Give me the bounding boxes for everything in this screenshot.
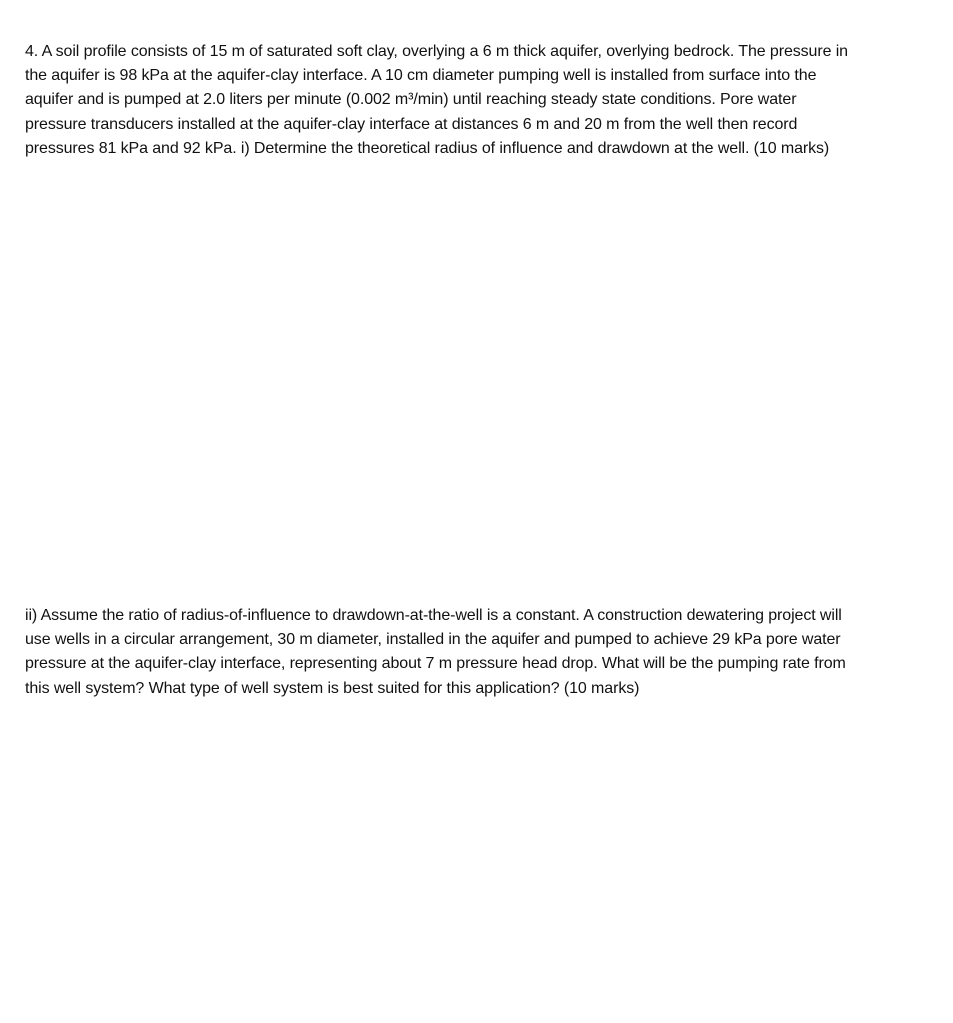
text-line: the aquifer is 98 kPa at the aquifer-clay interface. A 10 cm diameter pumping well is installed from surface into the [25, 67, 817, 85]
text-line: pressure at the aquifer-clay interface, representing about 7 m pressure head drop. What will be the pumping rate from [25, 655, 846, 673]
question-part-i [25, 40, 925, 161]
text-line: use wells in a circular arrangement, 30 m diameter, installed in the aquifer and pumped to achieve 29 kPa pore water [25, 631, 841, 649]
text-line: pressure transducers installed at the aquifer-clay interface at distances 6 m and 20 m from the well then record [25, 115, 798, 133]
text-line: 4. A soil profile consists of 15 m of saturated soft clay, overlying a 6 m thick aquifer, overlying bedrock. The pressure in [25, 43, 848, 60]
text-line: pressures 81 kPa and 92 kPa. i) Determine the theoretical radius of influence and drawdown at the well. (10 marks) [25, 139, 830, 157]
text-line: aquifer and is pumped at 2.0 liters per minute (0.002 m³/min) until reaching steady state conditions. Pore water [25, 91, 797, 109]
text-line: this well system? What type of well system is best suited for this application? (10 marks) [25, 679, 640, 697]
question-part-ii [25, 604, 925, 701]
text-line: ii) Assume the ratio of radius-of-influence to drawdown-at-the-well is a constant. A construction dewatering project will [25, 607, 842, 624]
